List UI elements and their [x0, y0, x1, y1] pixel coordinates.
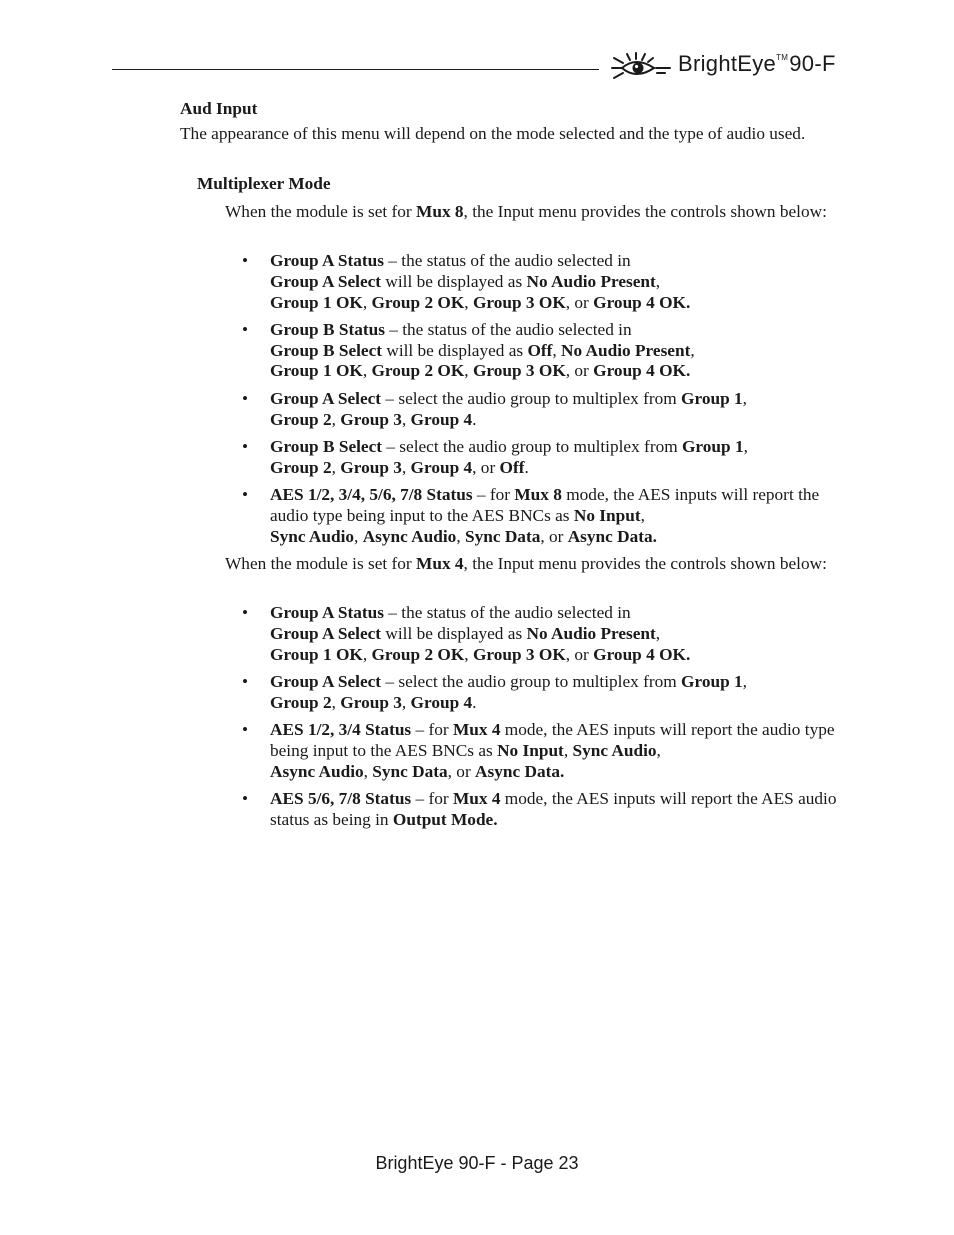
page-footer: BrightEye 90-F - Page 23 — [375, 1153, 579, 1173]
section-heading: Aud Input — [180, 99, 258, 118]
subsection-heading: Multiplexer Mode — [197, 174, 331, 193]
brand-logo — [610, 50, 850, 84]
mux8-list — [225, 251, 845, 554]
section-intro: The appearance of this menu will depend on the mode selected and the type of audio used. — [180, 124, 806, 143]
brand-wordmark — [678, 51, 836, 77]
list-item: • Group A Status – the status of the audio selected in Group A Select will be displayed as No Audio Present, Group 1 OK, Group 2 OK, Group 3 OK, or Group 4 OK. — [242, 603, 691, 664]
list-item: • AES 1/2, 3/4, 5/6, 7/8 Status – for Mux 8 mode, the AES inputs will report the audio type being input to the AES BNCs as No Input, Sync Audio, Async Audio, Sync Data, or Async Data. — [242, 484, 820, 546]
list-item: • AES 1/2, 3/4 Status – for Mux 4 mode, the AES inputs will report the audio type being input to the AES BNCs as No Input, Sync Audio, Async Audio, Sync Data, or Async Data. — [242, 719, 835, 781]
brand-name: BrightEye — [678, 51, 777, 76]
trademark-mark: TM — [776, 53, 789, 62]
mux4-list — [225, 603, 845, 837]
list-item: • Group A Select – select the audio group to multiplex from Group 1, Group 2, Group 3, Group 4. — [242, 671, 747, 712]
header-rule — [112, 69, 599, 70]
list-item: • Group A Select – select the audio group to multiplex from Group 1, Group 2, Group 3, Group 4. — [242, 388, 747, 429]
list-item: • Group B Status – the status of the audio selected in Group B Select will be displayed as Off, No Audio Present, Group 1 OK, Group 2 OK, Group 3 OK, or Group 4 OK. — [242, 319, 695, 381]
brand-model: 90-F — [789, 51, 836, 76]
mux8-intro: When the module is set for Mux 8, the Input menu provides the controls shown below: — [225, 202, 827, 221]
list-item: • Group B Select – select the audio group to multiplex from Group 1, Group 2, Group 3, Group 4, or Off. — [242, 436, 748, 477]
mux4-intro: When the module is set for Mux 4, the Input menu provides the controls shown below: — [225, 554, 827, 573]
eye-icon — [610, 52, 674, 82]
list-item: • Group A Status – the status of the audio selected in Group A Select will be displayed as No Audio Present, Group 1 OK, Group 2 OK, Group 3 OK, or Group 4 OK. — [242, 251, 691, 312]
list-item: • AES 5/6, 7/8 Status – for Mux 4 mode, the AES inputs will report the AES audio status as being in Output Mode. — [242, 788, 837, 829]
